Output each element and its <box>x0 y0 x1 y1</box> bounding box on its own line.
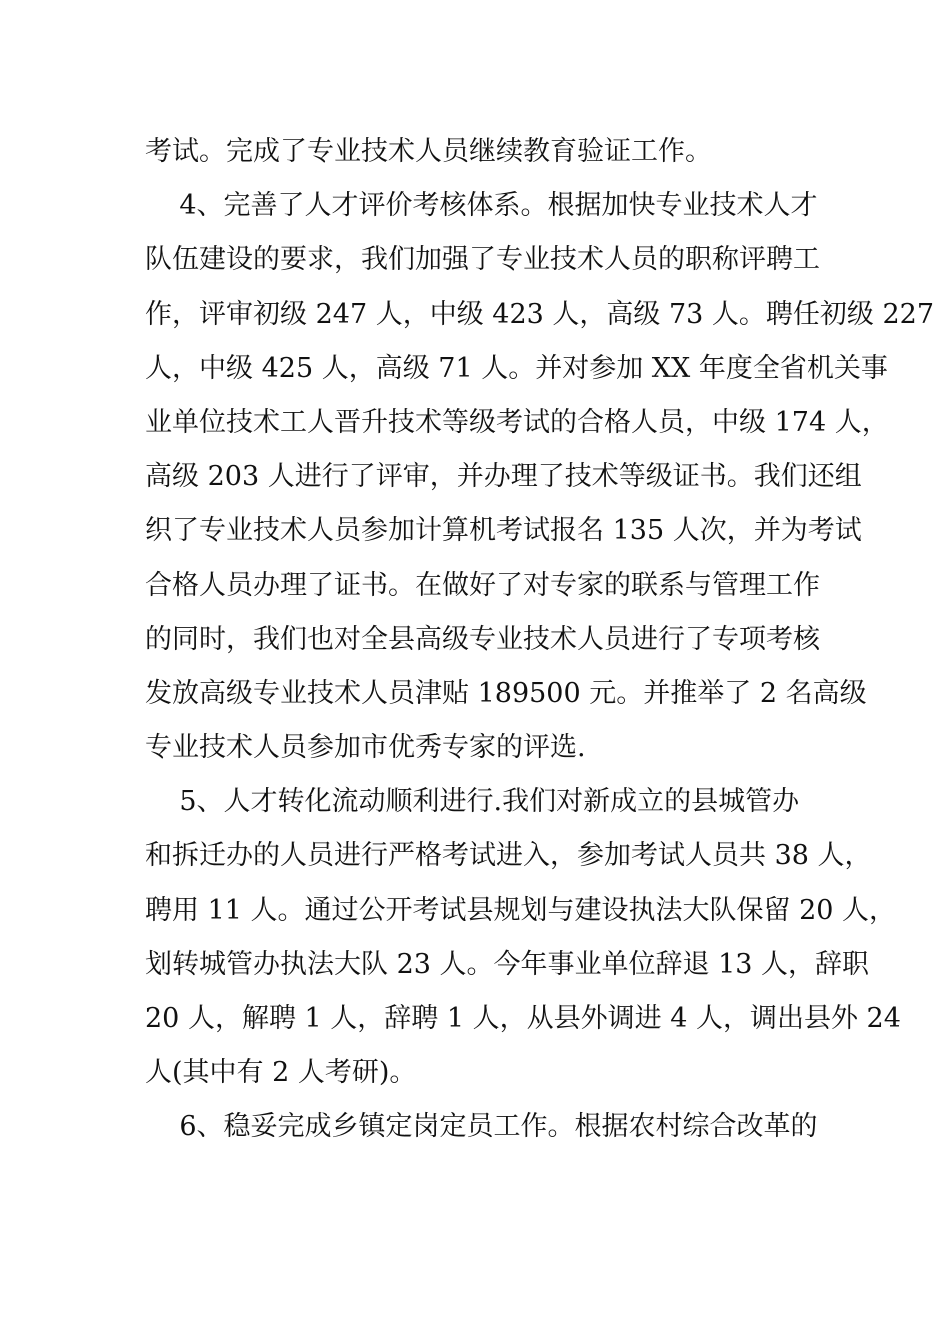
text-line: 5、人才转化流动顺利进行.我们对新成立的县城管办 <box>145 786 800 818</box>
text-line: 划转城管办执法大队 23 人。今年事业单位辞退 13 人，辞职 <box>145 948 870 980</box>
text-line: 织了专业技术人员参加计算机考试报名 135 人次，并为考试 <box>145 515 862 547</box>
text-line: 人(其中有 2 人考研)。 <box>145 1057 417 1089</box>
text-line: 6、稳妥完成乡镇定岗定员工作。根据农村综合改革的 <box>145 1111 818 1143</box>
body-text <box>145 125 935 1155</box>
text-line: 的同时，我们也对全县高级专业技术人员进行了专项考核 <box>145 623 820 655</box>
text-line: 高级 203 人进行了评审，并办理了技术等级证书。我们还组 <box>145 461 862 493</box>
text-line: 聘用 11 人。通过公开考试县规划与建设执法大队保留 20 人， <box>145 894 897 926</box>
text-line: 作，评审初级 247 人，中级 423 人，高级 73 人。聘任初级 227 <box>145 298 935 330</box>
text-line: 人，中级 425 人，高级 71 人。并对参加 XX 年度全省机关事 <box>145 352 888 384</box>
text-line: 发放高级专业技术人员津贴 189500 元。并推举了 2 名高级 <box>145 677 867 709</box>
text-line: 4、完善了人才评价考核体系。根据加快专业技术人才 <box>145 190 818 222</box>
text-line: 20 人，解聘 1 人，辞聘 1 人，从县外调进 4 人，调出县外 24 <box>145 1003 901 1034</box>
text-line: 专业技术人员参加市优秀专家的评选. <box>145 732 586 764</box>
text-line: 合格人员办理了证书。在做好了对专家的联系与管理工作 <box>145 569 820 601</box>
text-line: 考试。完成了专业技术人员继续教育验证工作。 <box>145 136 712 167</box>
text-line: 队伍建设的要求，我们加强了专业技术人员的职称评聘工 <box>145 244 820 276</box>
text-line: 和拆迁办的人员进行严格考试进入，参加考试人员共 38 人， <box>145 840 872 872</box>
text-line: 业单位技术工人晋升技术等级考试的合格人员，中级 174 人， <box>145 406 889 438</box>
